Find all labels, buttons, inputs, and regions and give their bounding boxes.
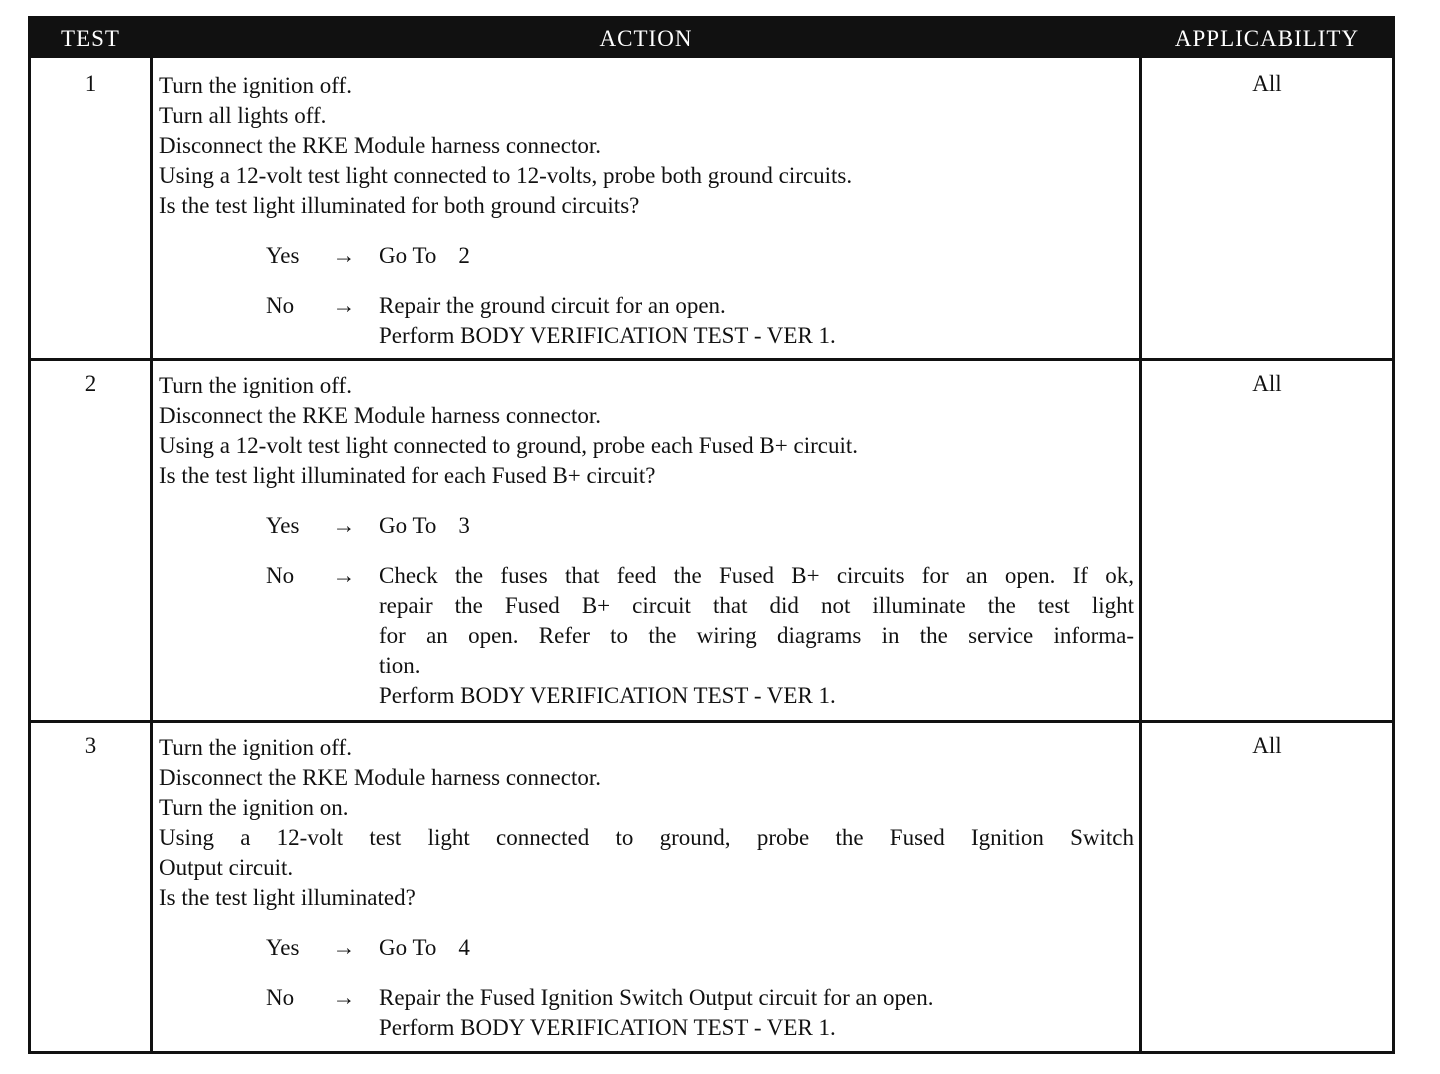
no-outcome xyxy=(159,291,1134,351)
no-label: No xyxy=(266,563,295,588)
no-result-line: Perform BODY VERIFICATION TEST - VER 1. xyxy=(379,323,836,348)
goto-number: 4 xyxy=(458,935,470,960)
yes-label: Yes xyxy=(266,243,300,268)
test-number: 3 xyxy=(84,733,97,758)
no-result xyxy=(379,561,1134,711)
yes-result xyxy=(379,241,1134,271)
arrow-icon: → xyxy=(332,563,356,588)
applicability-value: All xyxy=(1252,733,1282,758)
no-outcome xyxy=(159,983,1134,1043)
action-cell xyxy=(159,71,1134,351)
no-result-line: tion. xyxy=(379,653,421,678)
goto-number: 3 xyxy=(458,513,470,538)
diagnostic-table xyxy=(28,16,1395,1054)
no-label: No xyxy=(266,985,295,1010)
header-applicability: APPLICABILITY xyxy=(1174,26,1360,51)
no-result-line: for an open. Refer to the wiring diagrams in the service informa- xyxy=(379,623,1134,648)
arrow-icon: → xyxy=(332,243,356,268)
test-number: 2 xyxy=(84,371,97,396)
no-result-line: Perform BODY VERIFICATION TEST - VER 1. xyxy=(379,1015,836,1040)
action-step: Using a 12-volt test light connected to 12-volts, probe both ground circuits. xyxy=(159,163,853,188)
goto-number: 2 xyxy=(458,243,470,268)
arrow-icon: → xyxy=(332,985,356,1010)
no-result-line: Repair the ground circuit for an open. xyxy=(379,293,726,318)
goto-text: Go To xyxy=(379,243,437,268)
action-step: Disconnect the RKE Module harness connector. xyxy=(159,403,601,428)
no-result xyxy=(379,983,1134,1043)
table-row-test-2 xyxy=(31,361,1392,720)
no-label: No xyxy=(266,293,295,318)
arrow-icon: → xyxy=(332,293,356,318)
table-header-row xyxy=(31,19,1392,58)
yes-label: Yes xyxy=(266,513,300,538)
goto-text: Go To xyxy=(379,513,437,538)
action-step: Disconnect the RKE Module harness connector. xyxy=(159,133,601,158)
arrow-icon: → xyxy=(332,513,356,538)
yes-outcome xyxy=(159,933,1134,963)
no-result-line: Repair the Fused Ignition Switch Output circuit for an open. xyxy=(379,985,934,1010)
yes-result xyxy=(379,933,1134,963)
arrow-icon: → xyxy=(332,935,356,960)
no-result-line: Perform BODY VERIFICATION TEST - VER 1. xyxy=(379,683,836,708)
header-test: TEST xyxy=(61,26,120,51)
action-step: Is the test light illuminated for both ground circuits? xyxy=(159,193,640,218)
yes-outcome xyxy=(159,241,1134,271)
yes-result xyxy=(379,511,1134,541)
action-step: Turn the ignition off. xyxy=(159,373,352,398)
action-step: Turn the ignition on. xyxy=(159,795,349,820)
action-step: Is the test light illuminated? xyxy=(159,885,416,910)
action-step: Using a 12-volt test light connected to ground, probe the Fused Ignition Switch xyxy=(159,825,1134,850)
goto-text: Go To xyxy=(379,935,437,960)
action-step: Is the test light illuminated for each Fused B+ circuit? xyxy=(159,463,656,488)
action-step: Turn all lights off. xyxy=(159,103,327,128)
action-step: Using a 12-volt test light connected to ground, probe each Fused B+ circuit. xyxy=(159,433,858,458)
table-row-test-3 xyxy=(31,723,1392,1051)
header-action: ACTION xyxy=(599,26,693,51)
action-step: Output circuit. xyxy=(159,855,294,880)
no-result-line: repair the Fused B+ circuit that did not illuminate the test light xyxy=(379,593,1134,618)
yes-label: Yes xyxy=(266,935,300,960)
no-result xyxy=(379,291,1134,351)
applicability-value: All xyxy=(1252,71,1282,96)
action-step: Turn the ignition off. xyxy=(159,735,352,760)
no-result-line: Check the fuses that feed the Fused B+ circuits for an open. If ok, xyxy=(379,563,1134,588)
action-step: Turn the ignition off. xyxy=(159,73,352,98)
no-outcome xyxy=(159,561,1134,711)
action-cell xyxy=(159,371,1134,711)
action-step: Disconnect the RKE Module harness connector. xyxy=(159,765,601,790)
test-number: 1 xyxy=(84,71,97,96)
table-row-test-1 xyxy=(31,61,1392,358)
applicability-value: All xyxy=(1252,371,1282,396)
action-cell xyxy=(159,733,1134,1043)
yes-outcome xyxy=(159,511,1134,541)
